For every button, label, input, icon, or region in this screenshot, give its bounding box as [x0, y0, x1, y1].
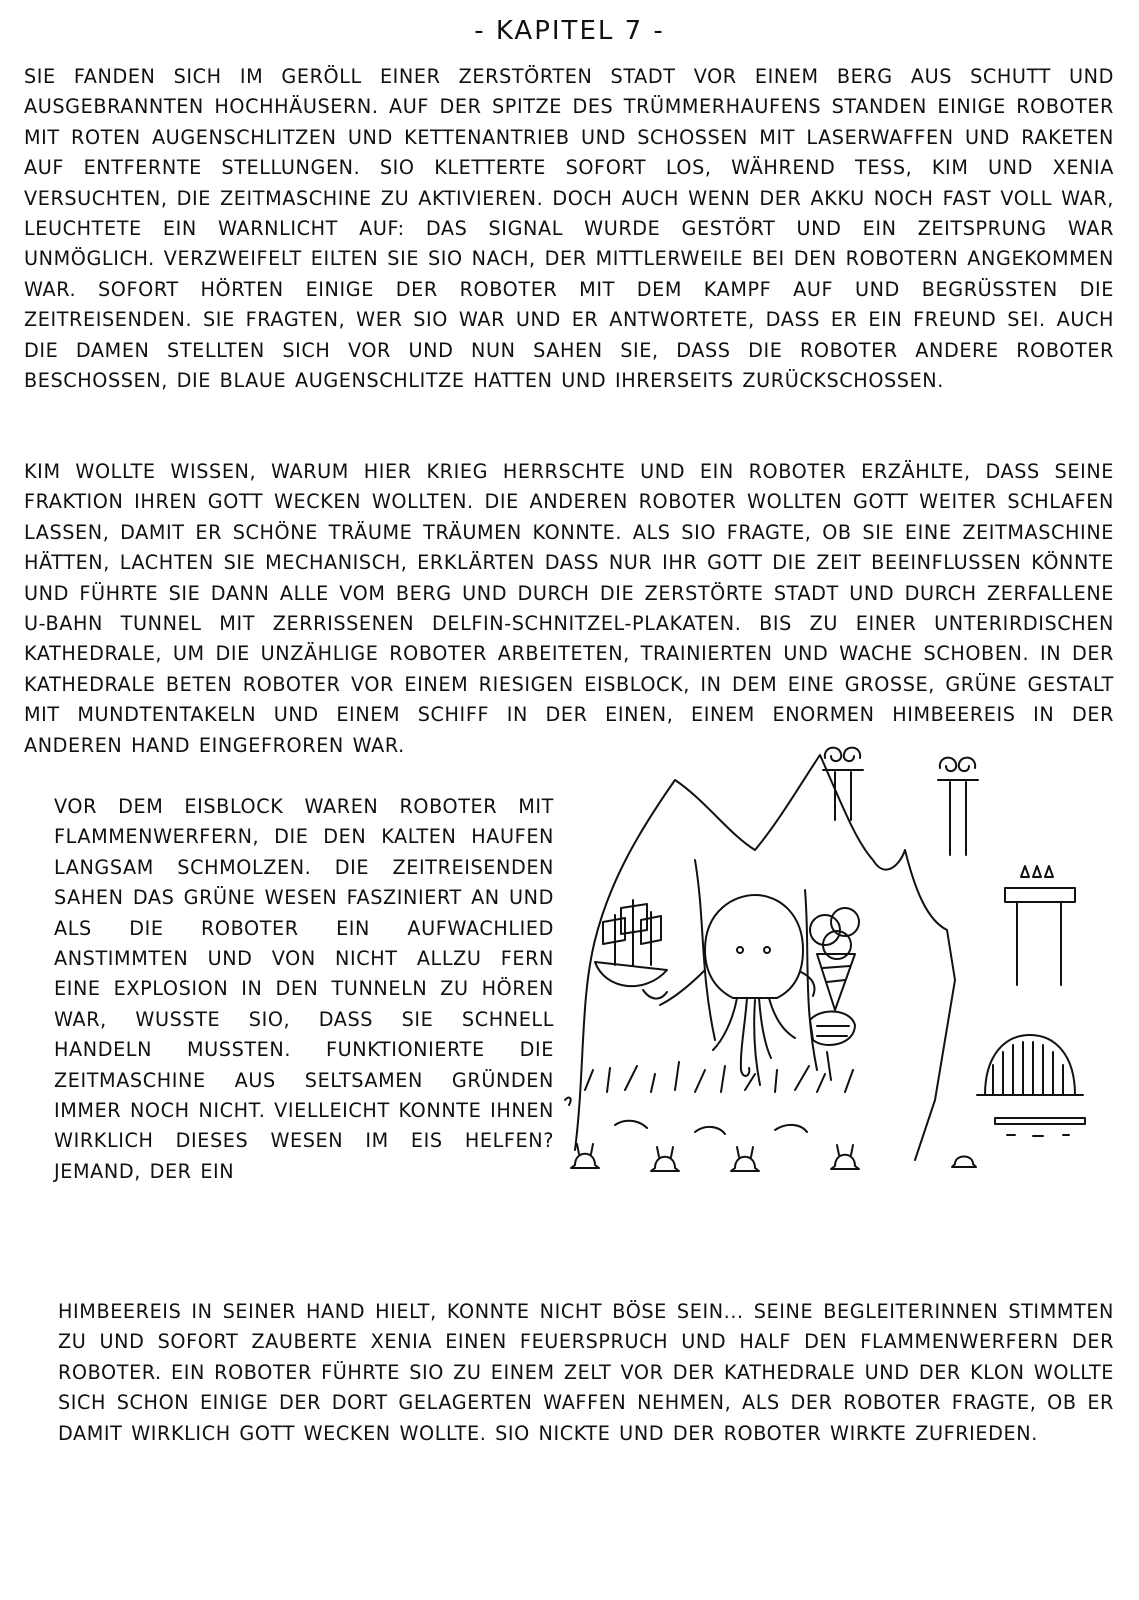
ship-in-hand [595, 900, 667, 999]
chapter-title: - KAPITEL 7 - [474, 16, 665, 46]
paragraph-1: SIE FANDEN SICH IM GERÖLL EINER ZERSTÖRTEN STADT VOR EINEM BERG AUS SCHUTT UND AUSGEBRANNTEN HOCHHÄUSERN. AUF DER SPITZE DES TRÜMMERHAUFENS STANDEN EINIGE ROBOTER MIT ROTEN AUGENSCHLITZEN UND KETTENANTRIEB UND SCHOSSEN MIT LASERWAFFEN UND RAKETEN AUF ENTFERNTE STELLUNGEN. SIO KLETTERTE SOFORT LOS, WÄHREND TESS, KIM UND XENIA VERSUCHTEN, DIE ZEITMASCHINE ZU AKTIVIEREN. DOCH AUCH WENN DER AKKU NOCH FAST VOLL WAR, LEUCHTETE EIN WARNLICHT AUF: DAS SIGNAL WURDE GESTÖRT UND EIN ZEITSPRUNG WAR UNMÖGLICH. VERZWEIFELT EILTEN SIE SIO NACH, DER MITTLERWEILE BEI DEN ROBOTERN ANGEKOMMEN WAR. SOFORT HÖRTEN EINIGE DER ROBOTER MIT DEM KAMPF AUF UND BEGRÜSSTEN DIE ZEITREISENDEN. SIE FRAGTEN, WER SIO WAR UND ER ANTWORTETE, DASS ER EIN FREUND SEI. AUCH DIE DAMEN STELLTEN SICH VOR UND NUN SAHEN SIE, DASS DIE ROBOTER ANDERE ROBOTER BESCHOSSEN, DIE BLAUE AUGENSCHLITZE HATTEN UND IHRERSEITS ZURÜCKSCHOSSEN. [24, 65, 1114, 393]
grass-flames [565, 1062, 853, 1134]
organ-pipes [977, 1035, 1085, 1136]
ionic-column-right [938, 758, 978, 855]
tentacle-god-illustration [555, 740, 1125, 1210]
paragraph-3: VOR DEM EISBLOCK WAREN ROBOTER MIT FLAMMENWERFERN, DIE DEN KALTEN HAUFEN LANGSAM SCHMOLZEN. DIE ZEITREISENDEN SAHEN DAS GRÜNE WESEN FASZINIERT AN UND ALS DIE ROBOTER EIN AUFWACHLIED ANSTIMMTEN UND VON NICHT ALLZU FERN EINE EXPLOSION IN DEN TUNNELN ZU HÖREN WAR, WUSSTE SIO, DASS SIE SCHNELL HANDELN MUSSTEN. FUNKTIONIERTE DIE ZEITMASCHINE AUS SELTSAMEN GRÜNDEN IMMER NOCH NICHT. VIELLEICHT KONNTE IHNEN WIRKLICH DIESES WESEN IM EIS HELFEN? JEMAND, DER EIN [54, 795, 554, 1183]
tentacle-creature [660, 895, 815, 1085]
paragraph-4: HIMBEEREIS IN SEINER HAND HIELT, KONNTE NICHT BÖSE SEIN... SEINE BEGLEITERINNEN STIMMTEN ZU UND SOFORT ZAUBERTE XENIA EINEN FEUERSPRUCH UND HALF DEN FLAMMENWERFERN DER ROBOTER. EIN ROBOTER FÜHRTE SIO ZU EINEM ZELT VOR DER KATHEDRALE UND DER KLON WOLLTE SICH SCHON EINIGE DER DORT GELAGERTEN WAFFEN NEHMEN, ALS DER ROBOTER FRAGTE, OB ER DAMIT WIRKLICH GOTT WECKEN WOLLTE. SIO NICKTE UND DER ROBOTER WIRKTE ZUFRIEDEN. [58, 1300, 1114, 1445]
pedestal-with-robots [1005, 866, 1075, 985]
paragraph-2: KIM WOLLTE WISSEN, WARUM HIER KRIEG HERRSCHTE UND EIN ROBOTER ERZÄHLTE, DASS SEINE FRAKTION IHREN GOTT WECKEN WOLLTEN. DIE ANDEREN ROBOTER WOLLTEN GOTT WEITER SCHLAFEN LASSEN, DAMIT ER SCHÖNE TRÄUME TRÄUMEN KONNTE. ALS SIO FRAGTE, OB SIE EINE ZEITMASCHINE HÄTTEN, LACHTEN SIE MECHANISCH, ERKLÄRTEN DASS NUR IHR GOTT DIE ZEIT BEEINFLUSSEN KÖNNTE UND FÜHRTE SIE DANN ALLE VOM BERG UND DURCH DIE ZERSTÖRTE STADT UND DURCH ZERFALLENE U-BAHN TUNNEL MIT ZERRISSENEN DELFIN-SCHNITZEL-PLAKATEN. BIS ZU EINER UNTERIRDISCHEN KATHEDRALE, UM DIE UNZÄHLIGE ROBOTER ARBEITETEN, TRAINIERTEN UND WACHE SCHOBEN. IN DER KATHEDRALE BETEN ROBOTER VOR EINEM RIESIGEN EISBLOCK, IN DEM EINE GROSSE, GRÜNE GESTALT MIT MUNDTENTAKELN UND EINEM SCHIFF IN DER EINEN, EINEM ENORMEN HIMBEEREIS IN DER ANDEREN HAND EINGEFROREN WAR. [24, 460, 1114, 757]
ice-cream-cone [810, 908, 859, 1080]
